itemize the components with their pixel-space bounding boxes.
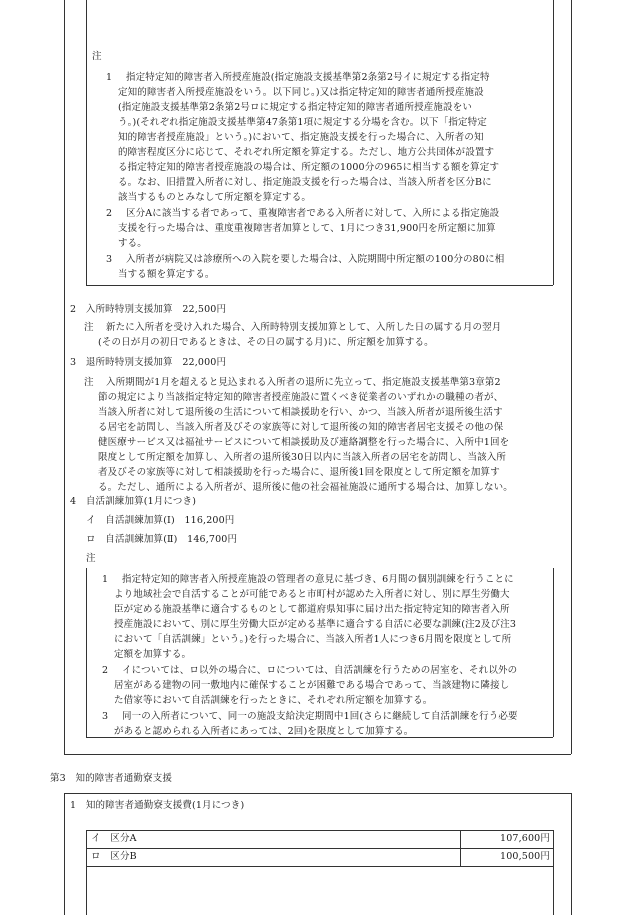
top-note-item2-text: 区分Aに該当する者であって、重複障害者である入所者に対して、入所による指定施設 支援を行った場合は、重度重複障害者加算として、1月につき31,900円を所定額に加算 する。: [118, 208, 500, 249]
note-box-left: [86, 0, 87, 285]
top-note-label: 注: [92, 51, 102, 62]
section-3-heading: 3 退所時特別支援加算 22,000円: [70, 357, 227, 368]
note-box-bottom: [86, 285, 553, 286]
part-3-heading: 第3 知的障害者通勤寮支援: [50, 773, 172, 784]
top-note-item1-text: 指定特定知的障害者入所授産施設(指定施設支援基準第2条第2号イに規定する指定特 定知的障害者入所授産施設をいう。以下同じ。)又は指定特定知的障害者通所授産施設 (指定施設支援基準第2条第2号ロに規定する指定特定知的障害者通所授産施設をい う。)(それぞれ指定施設支援基準第47条第1項に規定する分場を含む。以下「指定特定 知的障害者授産施設」という。)において、指定施設支援を行った場合に、入所者の知 的障害程度区分に応じて、それぞれ所定額を算定する。ただし、地方公共団体が設置す る指定特定知的障害者授産施設の場合は、所定額の1000分の965に相当する額を算定す る。なお、旧措置入所者に対し、指定施設支援を行った場合は、当該入所者を区分Bに 該当するものとみなして所定額を算定する。: [118, 72, 500, 203]
outer-border-right: [571, 0, 572, 754]
top-note-item3-text: 入所者が病院又は診療所への入院を要した場合は、入院期間中所定額の100分の80に相 当する額を算定する。: [118, 254, 505, 280]
section-4-sub-ro: ロ 自活訓練加算(Ⅱ) 146,700円: [86, 534, 238, 545]
sec4-box-left: [86, 568, 87, 737]
fee-table-bottom: [86, 866, 553, 867]
top-note-item3-number: 3: [106, 254, 113, 265]
section-4-item3-text: 同一の入所者について、同一の施設支給決定期間中1回(さらに継続して自活訓練を行う必要 があると認められる入所者にあっては、2回)を限度として加算する。: [114, 711, 518, 737]
sec4-box-right: [553, 568, 554, 737]
fee-table-top: [86, 830, 553, 831]
part-3-item1: 1 知的障害者通勤寮支援費(1月につき): [70, 800, 245, 811]
top-note-item2-number: 2: [106, 208, 113, 219]
part3-box-top: [64, 793, 571, 794]
fee-table-left: [86, 830, 87, 915]
fee-table-mid: [86, 848, 553, 849]
fee-row-b-amount: 100,500円: [500, 851, 550, 862]
section-4-note-label: 注: [86, 553, 96, 564]
note-box-right: [553, 0, 554, 285]
outer-border-bottom: [64, 754, 571, 755]
section-4-item3-number: 3: [102, 711, 109, 722]
fee-row-b-label: ロ 区分B: [91, 851, 137, 862]
section-4-item1-number: 1: [102, 574, 109, 585]
section-2-note-text: 新たに入所者を受け入れた場合、入所時特別支援加算として、入所した日の属する月の翌月 (その日が月の初日であるときは、その日の属する月)に、所定額を加算する。: [98, 322, 502, 348]
fee-row-a-amount: 107,600円: [500, 833, 550, 844]
part3-box-left: [64, 793, 65, 915]
fee-table-right: [553, 830, 554, 915]
part3-box-right: [571, 793, 572, 915]
section-4-item2-number: 2: [102, 665, 109, 676]
fee-row-a-label: イ 区分A: [91, 833, 137, 844]
fee-table-divider: [460, 830, 461, 866]
section-3-note-text: 入所期間が1月を超えると見込まれる入所者の退所に先立って、指定施設支援基準第3章第2 節の規定により当該指定特定知的障害者授産施設に置くべき従業者のいずれかの職種の者が、 当該入所者に対して退所後の生活について相談援助を行い、かつ、当該入所者が退所後生活す る居宅を訪問し、当該入所者及びその家族等に対して退所後の知的障害者居宅支援その他の保 健医療サービス又は福祉サービスについて相談援助及び連絡調整を行った場合に、入所中1回を 限度として所定額を加算し、入所者の退所後30日以内に当該入所者の居宅を訪問し、当該入所 者及びその家族等に対して相談援助を行った場合に、退所後1回を限度として所定額を加算す る。ただし、通所による入所者が、退所後に他の社会福祉施設に通所する場合は、加算しない。: [98, 377, 513, 493]
section-4-item1-text: 指定特定知的障害者入所授産施設の管理者の意見に基づき、6月間の個別訓練を行うことに より地域社会で自活することが可能であると市町村が認めた入所者に対し、別に厚生労働大 臣が定める施設基準に適合するものとして都道府県知事に届け出た指定特定知的障害者入所 授産施設において、別に厚生労働大臣が定める基準に適合する自活に必要な訓練(注2及び注3 において「自活訓練」という。)を行った場合に、当該入所者1人につき6月間を限度として所 定額を加算する。: [114, 574, 517, 660]
section-4-heading: 4 自活訓練加算(1月につき): [70, 496, 197, 507]
outer-border-left: [64, 0, 65, 754]
section-4-item2-text: イについては、ロ以外の場合に、ロについては、自活訓練を行うための居室を、それ以外の 居室がある建物の同一敷地内に確保することが困難である場合であって、当該建物に隣接し た借家等において自活訓練を行ったときに、それぞれ所定額を加算する。: [114, 665, 518, 706]
section-2-heading: 2 入所時特別支援加算 22,500円: [70, 304, 227, 315]
section-2-note-label: 注: [84, 322, 94, 333]
section-4-sub-i: イ 自活訓練加算(Ⅰ) 116,200円: [86, 515, 235, 526]
top-note-item1-number: 1: [106, 72, 113, 83]
section-3-note-label: 注: [84, 377, 94, 388]
